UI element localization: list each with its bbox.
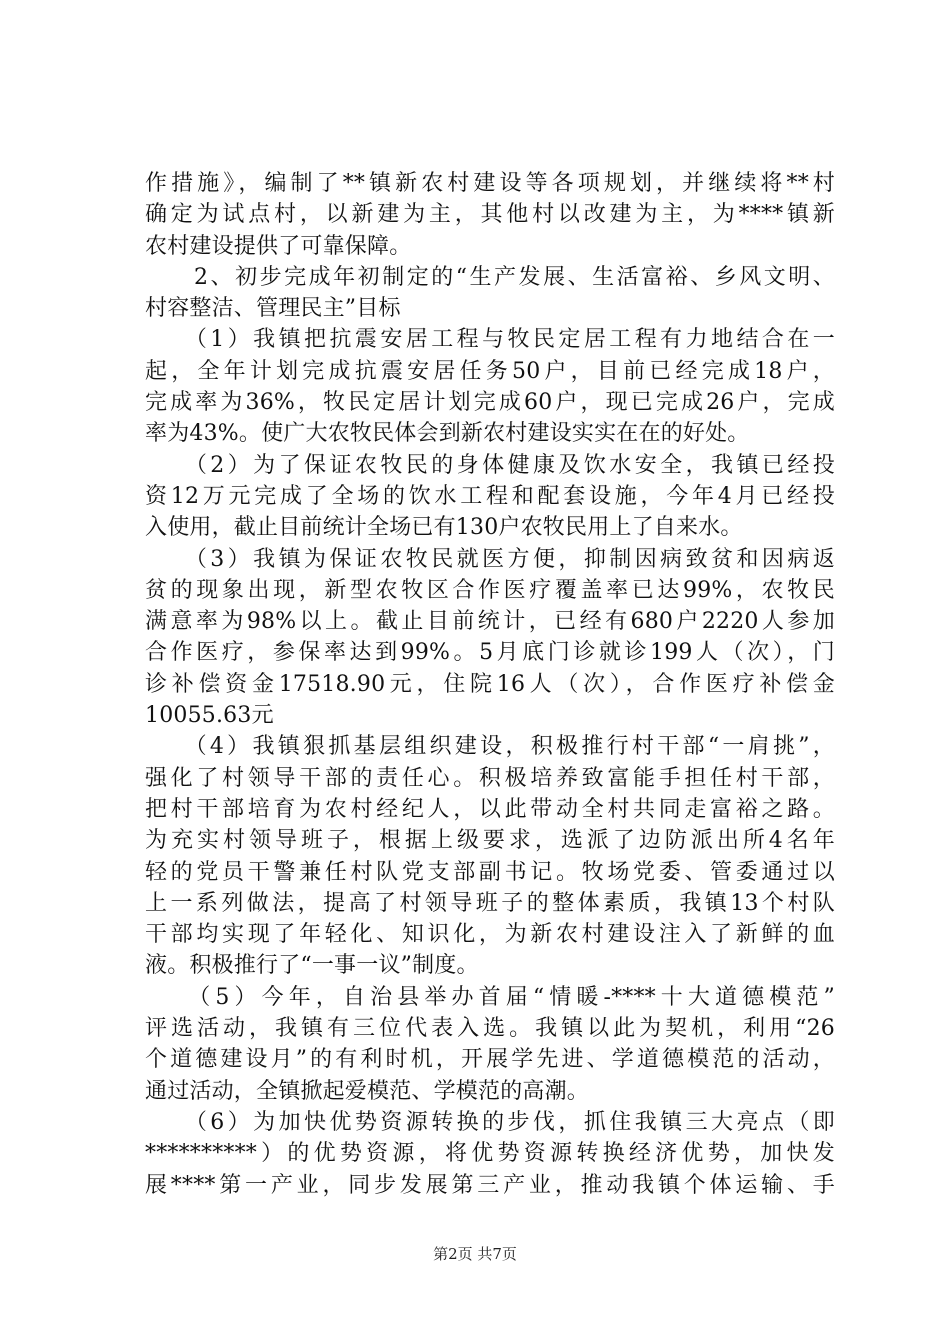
text-line: （6）为加快优势资源转换的步伐，抓住我镇三大亮点（即: [145, 1109, 835, 1135]
text-line: 完成率为36%，牧民定居计划完成60户，现已完成26户，完成: [145, 390, 835, 416]
text-line: 展****第一产业，同步发展第三产业，推动我镇个体运输、手: [145, 1172, 835, 1198]
text-line: 确定为试点村，以新建为主，其他村以改建为主，为****镇新: [145, 202, 835, 228]
document-body: [145, 168, 835, 1201]
text-line: 10055.63元: [145, 703, 274, 729]
text-line: 把村干部培育为农村经纪人，以此带动全村共同走富裕之路。: [145, 796, 835, 822]
text-line: 资12万元完成了全场的饮水工程和配套设施，今年4月已经投: [145, 483, 835, 509]
text-line: 上一系列做法，提高了村领导班子的整体素质，我镇13个村队: [145, 890, 835, 916]
text-line: 干部均实现了年轻化、知识化，为新农村建设注入了新鲜的血: [145, 922, 835, 948]
text-line: （5）今年，自治县举办首届“情暖-****十大道德模范”: [145, 984, 835, 1010]
text-line: 个道德建设月”的有利时机，开展学先进、学道德模范的活动，: [145, 1047, 835, 1073]
text-line: （3）我镇为保证农牧民就医方便，抑制因病致贫和因病返: [145, 546, 835, 572]
text-line: 农村建设提供了可靠保障。: [145, 233, 412, 259]
text-line: 轻的党员干警兼任村队党支部副书记。牧场党委、管委通过以: [145, 859, 835, 885]
text-line: 诊补偿资金17518.90元，住院16人（次），合作医疗补偿金: [145, 671, 835, 697]
text-line: （2）为了保证农牧民的身体健康及饮水安全，我镇已经投: [145, 452, 835, 478]
text-line: 评选活动，我镇有三位代表入选。我镇以此为契机，利用“26: [145, 1016, 835, 1042]
text-line: （4）我镇狠抓基层组织建设，积极推行村干部“一肩挑”，: [145, 734, 835, 760]
text-line: 通过活动，全镇掀起爱模范、学模范的高潮。: [145, 1078, 590, 1104]
text-line: 率为43%。使广大农牧民体会到新农村建设实实在在的好处。: [145, 421, 750, 447]
section-heading-line: 2、初步完成年初制定的“生产发展、生活富裕、乡风文明、: [145, 264, 835, 290]
page-number-footer: 第2页 共7页: [433, 1245, 517, 1263]
text-line: 起，全年计划完成抗震安居任务50户，目前已经完成18户，: [145, 358, 835, 384]
text-line: 为充实村领导班子，根据上级要求，选派了边防派出所4名年: [145, 828, 835, 854]
text-line: （1）我镇把抗震安居工程与牧民定居工程有力地结合在一: [145, 327, 835, 353]
text-line: 贫的现象出现，新型农牧区合作医疗覆盖率已达99%，农牧民: [145, 577, 835, 603]
text-line: **********）的优势资源，将优势资源转换经济优势，加快发: [145, 1141, 835, 1167]
section-heading-line: 村容整洁、管理民主”目标: [145, 296, 401, 322]
text-line: 作措施》，编制了**镇新农村建设等各项规划，并继续将**村: [145, 171, 835, 196]
text-line: 液。积极推行了“一事一议”制度。: [145, 953, 479, 979]
text-line: 合作医疗，参保率达到99%。5月底门诊就诊199人（次），门: [145, 640, 835, 666]
text-line: 入使用，截止目前统计全场已有130户农牧民用上了自来水。: [145, 515, 743, 541]
text-line: 满意率为98%以上。截止目前统计，已经有680户2220人参加: [145, 609, 835, 635]
text-line: 强化了村领导干部的责任心。积极培养致富能手担任村干部，: [145, 765, 835, 791]
